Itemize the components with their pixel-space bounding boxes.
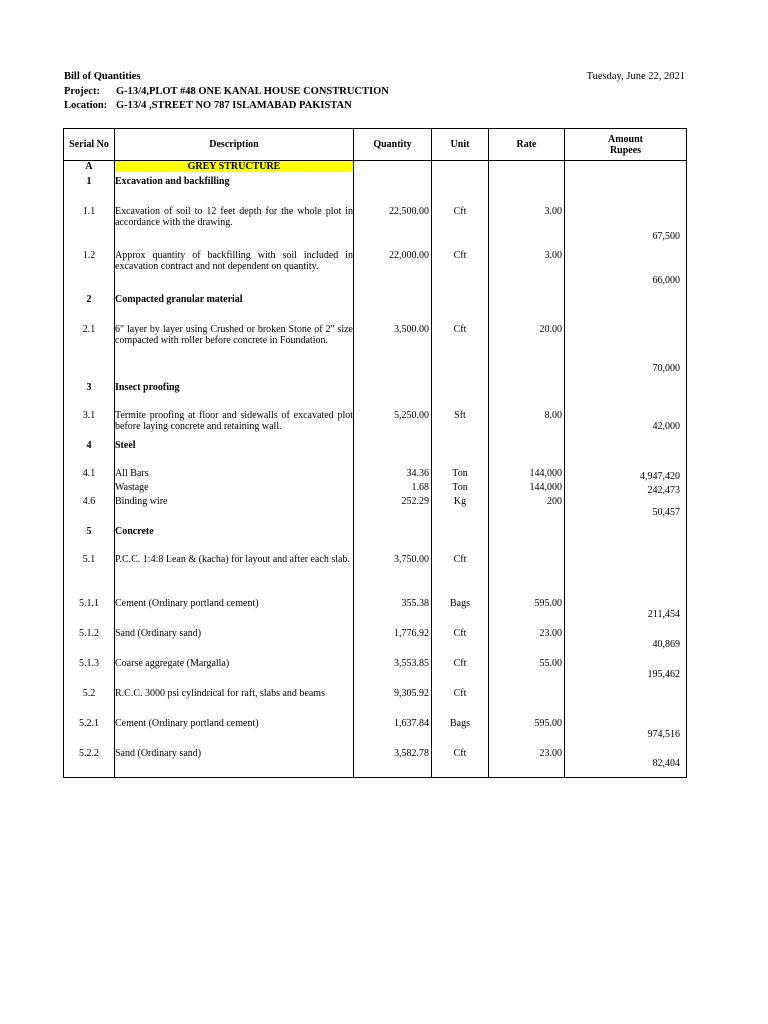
col-header-rate: Rate: [489, 129, 565, 161]
serial-cell: 5.1.2: [64, 628, 115, 658]
table-row: [64, 482, 687, 496]
rate-cell: [489, 526, 565, 554]
amount-cell: 974,516: [565, 718, 687, 748]
quantity-cell: 34.36: [354, 468, 432, 482]
description-cell: Steel: [115, 440, 354, 468]
quantity-cell: [354, 382, 432, 410]
document-date: Tuesday, June 22, 2021: [586, 71, 685, 82]
amount-cell: 4,947,420: [565, 468, 687, 482]
description-cell: Approx quantity of backfilling with soil included in excavation contract and not dependent on quantity.: [115, 250, 354, 294]
unit-cell: Kg: [432, 496, 489, 526]
quantity-cell: [354, 440, 432, 468]
amount-cell: [565, 294, 687, 324]
quantity-cell: [354, 176, 432, 206]
rate-cell: 8.00: [489, 410, 565, 440]
amount-cell: 82,404: [565, 748, 687, 778]
col-header-amount: [565, 129, 687, 161]
quantity-cell: 1.68: [354, 482, 432, 496]
quantity-cell: 22,000.00: [354, 250, 432, 294]
description-cell: Termite proofing at floor and sidewalls of excavated plot before laying concrete and retaining wall.: [115, 410, 354, 440]
rate-cell: 55.00: [489, 658, 565, 688]
unit-cell: Ton: [432, 482, 489, 496]
table-row: [64, 718, 687, 748]
unit-cell: Sft: [432, 410, 489, 440]
serial-cell: 1: [64, 176, 115, 206]
unit-cell: [432, 382, 489, 410]
quantity-cell: 5,250.00: [354, 410, 432, 440]
project-value: G-13/4,PLOT #48 ONE KANAL HOUSE CONSTRUCTION: [116, 86, 389, 97]
quantity-cell: [354, 294, 432, 324]
serial-cell: 2: [64, 294, 115, 324]
table-row: [64, 324, 687, 382]
description-cell: Sand (Ordinary sand): [115, 748, 354, 778]
serial-cell: 4.6: [64, 496, 115, 526]
serial-cell: 5.2: [64, 688, 115, 718]
rate-cell: 3.00: [489, 206, 565, 250]
table-row: [64, 206, 687, 250]
amount-cell: [565, 440, 687, 468]
rate-cell: 200: [489, 496, 565, 526]
quantity-cell: 3,553.85: [354, 658, 432, 688]
amount-cell: [565, 176, 687, 206]
table-row: [64, 554, 687, 598]
description-cell: All Bars: [115, 468, 354, 482]
amount-cell: 66,000: [565, 250, 687, 294]
description-cell: Excavation and backfilling: [115, 176, 354, 206]
amount-cell: [565, 526, 687, 554]
description-cell: 6" layer by layer using Crushed or broken Stone of 2" size compacted with roller before concrete in Foundation.: [115, 324, 354, 382]
table-row: [64, 250, 687, 294]
amount-cell: 211,454: [565, 598, 687, 628]
description-cell: Cement (Ordinary portland cement): [115, 598, 354, 628]
section-row: [64, 161, 687, 176]
rate-cell: [489, 176, 565, 206]
amount-cell: 70,000: [565, 324, 687, 382]
amount-cell: [565, 688, 687, 718]
rate-cell: 595.00: [489, 598, 565, 628]
unit-cell: Cft: [432, 554, 489, 598]
description-cell: Wastage: [115, 482, 354, 496]
unit-cell: Ton: [432, 468, 489, 482]
description-cell: R.C.C. 3000 psi cylindrical for raft, slabs and beams: [115, 688, 354, 718]
table-row: [64, 440, 687, 468]
description-cell: Compacted granular material: [115, 294, 354, 324]
rate-cell: 20.00: [489, 324, 565, 382]
col-header-unit: Unit: [432, 129, 489, 161]
col-header-serial: Serial No: [64, 129, 115, 161]
quantity-cell: 252.29: [354, 496, 432, 526]
quantity-cell: 1,776.92: [354, 628, 432, 658]
location-line: [64, 99, 352, 113]
description-cell: Sand (Ordinary sand): [115, 628, 354, 658]
unit-cell: [432, 526, 489, 554]
amount-cell: 242,473: [565, 482, 687, 496]
amount-cell: 50,457: [565, 496, 687, 526]
col-header-description: Description: [115, 129, 354, 161]
project-label: Project:: [64, 86, 100, 97]
rate-cell: [489, 440, 565, 468]
table-row: [64, 382, 687, 410]
serial-cell: 5: [64, 526, 115, 554]
table-row: [64, 598, 687, 628]
table-header-row: [64, 129, 687, 161]
table-row: [64, 526, 687, 554]
quantity-cell: 355.38: [354, 598, 432, 628]
rate-cell: 23.00: [489, 748, 565, 778]
serial-cell: 2.1: [64, 324, 115, 382]
description-cell: Insect proofing: [115, 382, 354, 410]
section-title: GREY STRUCTURE: [115, 161, 353, 172]
quantity-cell: 22,500.00: [354, 206, 432, 250]
col-header-amount-line2: Rupees: [609, 144, 642, 156]
serial-cell: 1.1: [64, 206, 115, 250]
project-line: [64, 85, 389, 99]
col-header-quantity: Quantity: [354, 129, 432, 161]
serial-cell: 5.2.1: [64, 718, 115, 748]
unit-cell: Cft: [432, 688, 489, 718]
unit-cell: [432, 176, 489, 206]
rate-cell: [489, 294, 565, 324]
quantity-cell: 3,750.00: [354, 554, 432, 598]
location-value: G-13/4 ,STREET NO 787 ISLAMABAD PAKISTAN: [116, 100, 352, 111]
section-title-cell: [115, 161, 354, 176]
unit-cell: [432, 294, 489, 324]
unit-cell: Bags: [432, 598, 489, 628]
table-row: [64, 294, 687, 324]
rate-cell: 3.00: [489, 250, 565, 294]
rate-cell: 144,000: [489, 482, 565, 496]
table-row: [64, 410, 687, 440]
rate-cell: 144,000: [489, 468, 565, 482]
description-cell: P.C.C. 1:4:8 Lean & (kacha) for layout and after each slab.: [115, 554, 354, 598]
serial-cell: 5.1.3: [64, 658, 115, 688]
unit-cell: Cft: [432, 748, 489, 778]
document-title: Bill of Quantities: [64, 71, 141, 82]
rate-cell: [489, 382, 565, 410]
serial-cell: 5.1.1: [64, 598, 115, 628]
amount-cell: [565, 382, 687, 410]
description-cell: Cement (Ordinary portland cement): [115, 718, 354, 748]
description-cell: Excavation of soil to 12 feet depth for the whole plot in accordance with the drawing.: [115, 206, 354, 250]
unit-cell: Cft: [432, 206, 489, 250]
unit-cell: Cft: [432, 324, 489, 382]
section-serial: A: [64, 161, 115, 176]
quantity-cell: [354, 526, 432, 554]
table-row: [64, 748, 687, 778]
serial-cell: 5.1: [64, 554, 115, 598]
amount-cell: 40,869: [565, 628, 687, 658]
rate-cell: [489, 554, 565, 598]
amount-cell: 195,462: [565, 658, 687, 688]
description-cell: Binding wire: [115, 496, 354, 526]
amount-cell: 67,500: [565, 206, 687, 250]
unit-cell: Cft: [432, 658, 489, 688]
table-row: [64, 688, 687, 718]
quantity-cell: 3,500.00: [354, 324, 432, 382]
description-cell: Concrete: [115, 526, 354, 554]
col-header-amount-line1: Amount: [607, 133, 643, 145]
serial-cell: 4: [64, 440, 115, 468]
table-row: [64, 496, 687, 526]
quantity-cell: 9,305.92: [354, 688, 432, 718]
serial-cell: [64, 482, 115, 496]
amount-cell: [565, 554, 687, 598]
serial-cell: 3: [64, 382, 115, 410]
serial-cell: 4.1: [64, 468, 115, 482]
quantity-cell: 1,637.84: [354, 718, 432, 748]
serial-cell: 5.2.2: [64, 748, 115, 778]
table-row: [64, 628, 687, 658]
table-row: [64, 176, 687, 206]
description-cell: Coarse aggregate (Margalla): [115, 658, 354, 688]
table-row: [64, 658, 687, 688]
serial-cell: 1.2: [64, 250, 115, 294]
unit-cell: Cft: [432, 628, 489, 658]
rate-cell: [489, 688, 565, 718]
serial-cell: 3.1: [64, 410, 115, 440]
quantity-cell: 3,582.78: [354, 748, 432, 778]
table-row: [64, 468, 687, 482]
unit-cell: Cft: [432, 250, 489, 294]
rate-cell: 23.00: [489, 628, 565, 658]
unit-cell: Bags: [432, 718, 489, 748]
boq-table: [63, 128, 687, 778]
rate-cell: 595.00: [489, 718, 565, 748]
amount-cell: 42,000: [565, 410, 687, 440]
unit-cell: [432, 440, 489, 468]
location-label: Location:: [64, 100, 108, 111]
